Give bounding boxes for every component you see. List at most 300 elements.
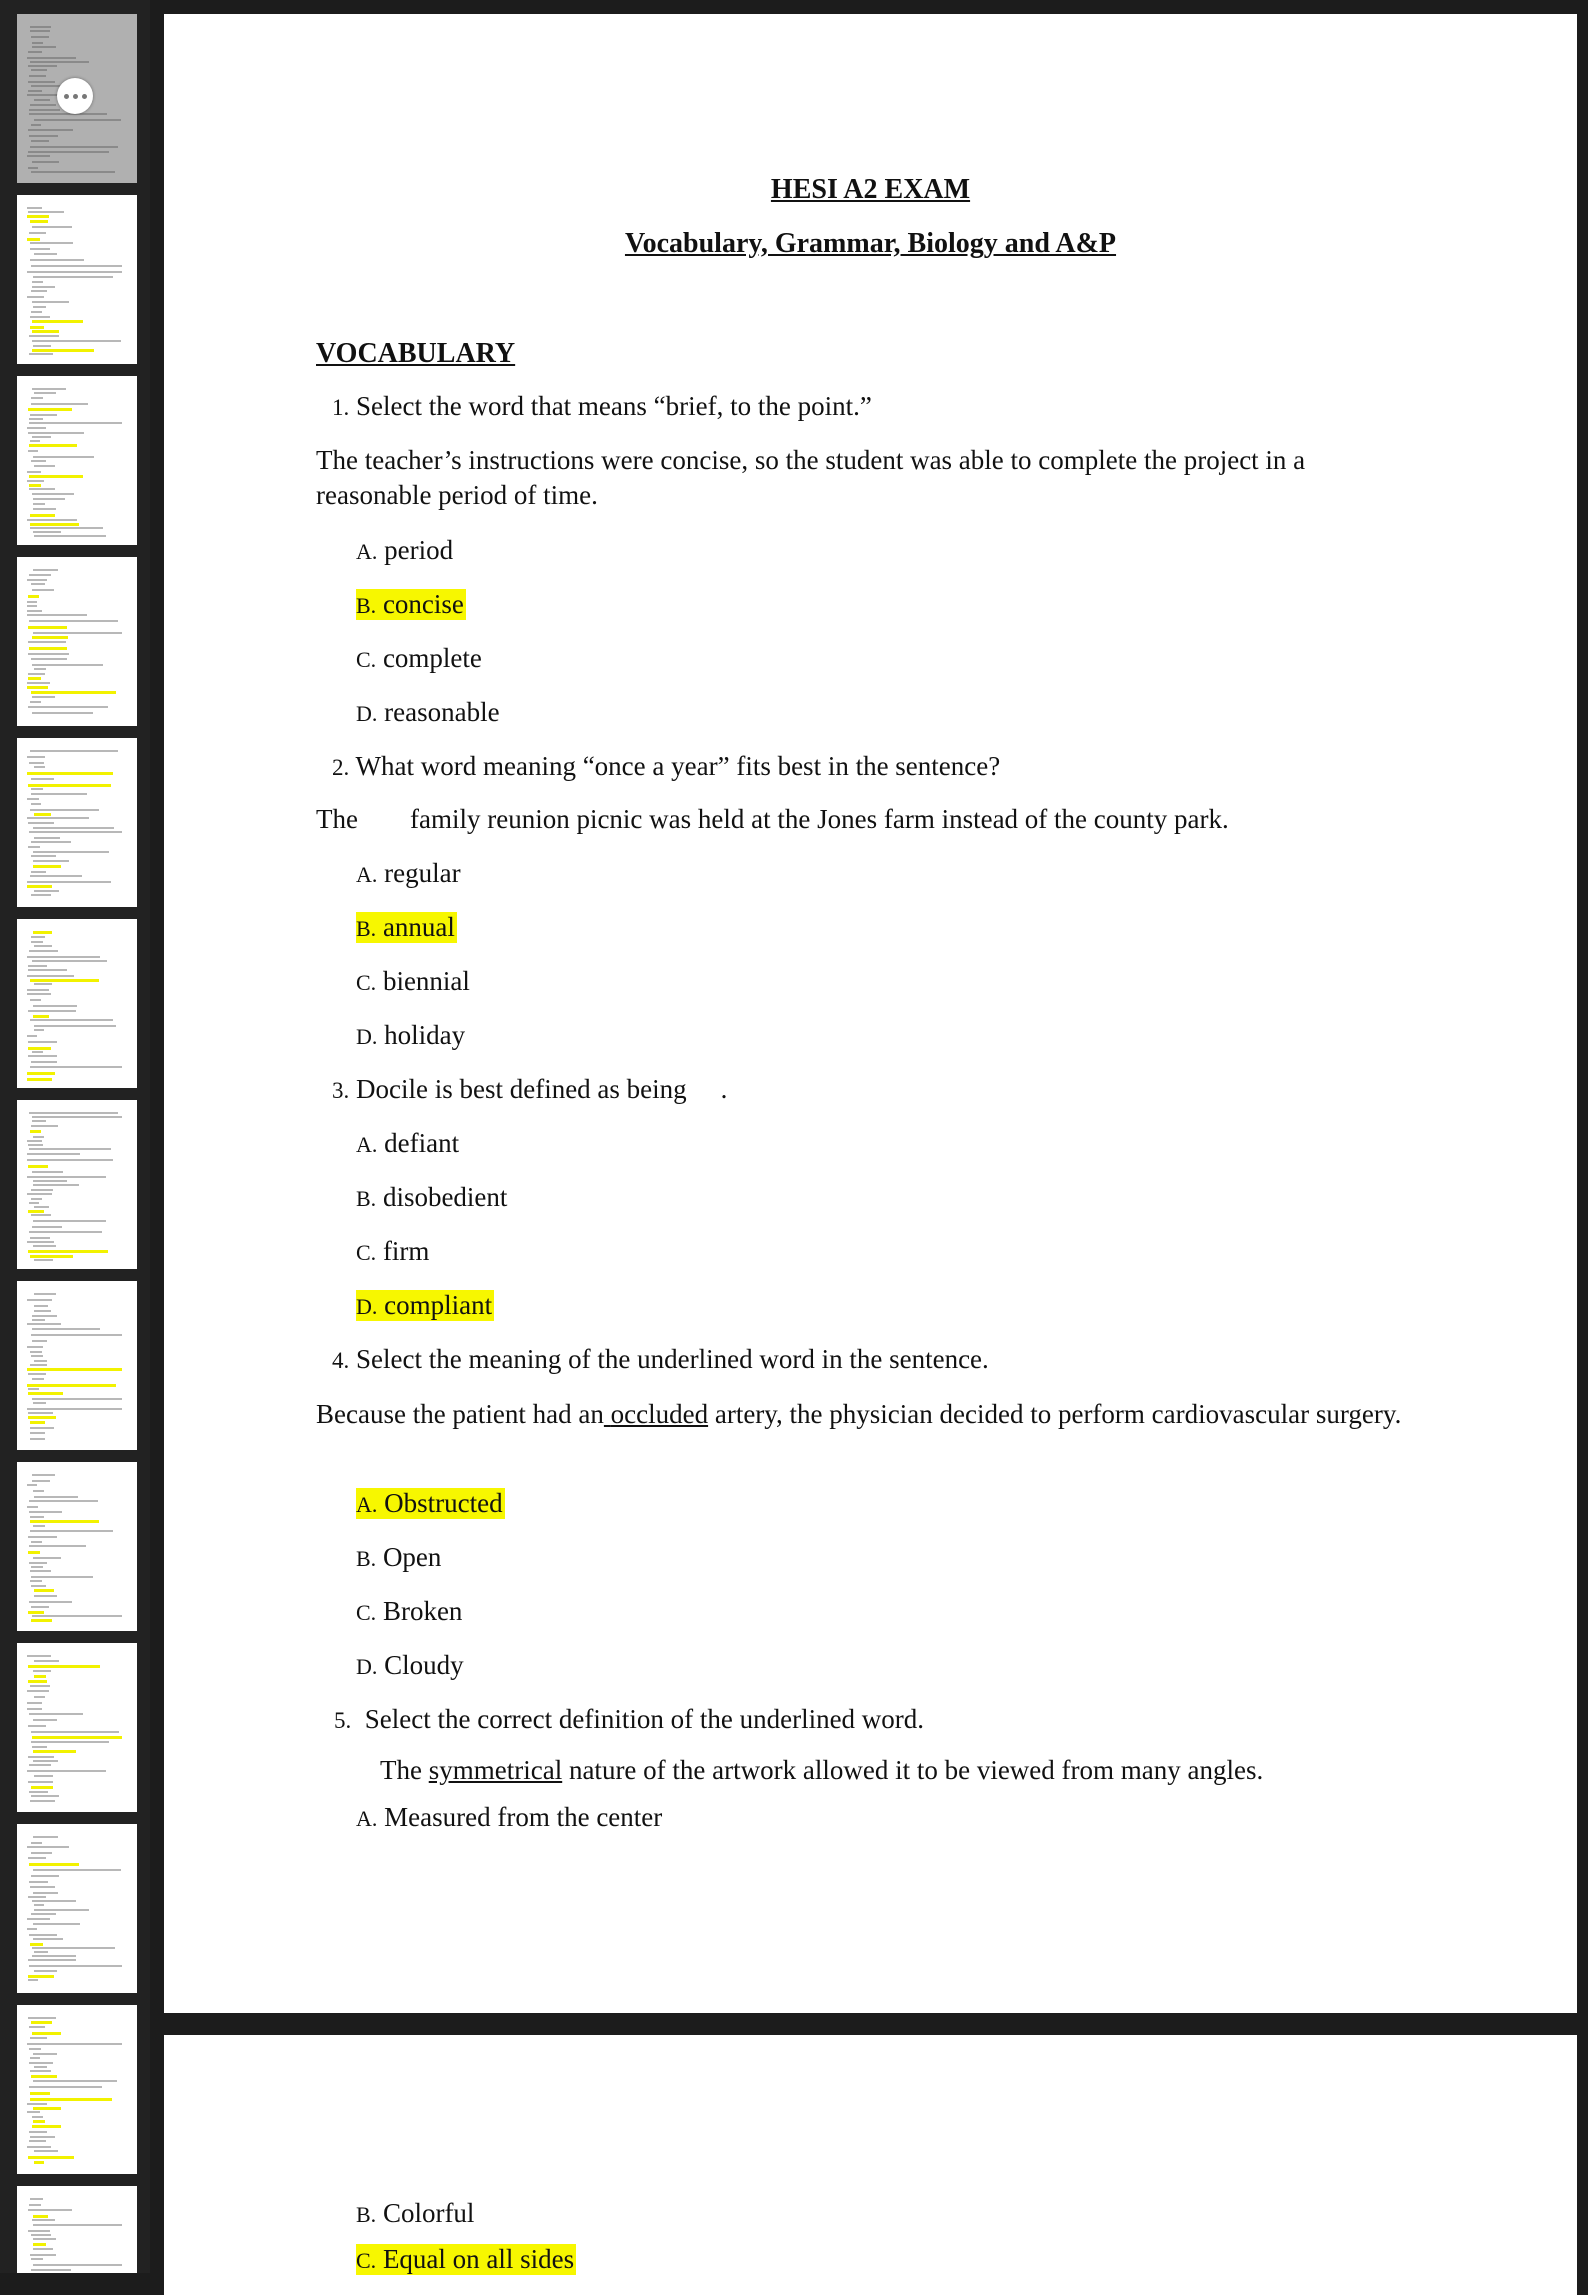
thumbnail-text-line xyxy=(28,1210,44,1213)
page-thumbnail-2[interactable] xyxy=(17,195,137,364)
thumbnail-text-line xyxy=(30,146,118,148)
thumbnail-text-line xyxy=(27,956,100,958)
thumbnail-text-line xyxy=(28,1551,40,1554)
thumbnail-text-line xyxy=(27,1140,42,1142)
thumbnail-text-line xyxy=(33,1184,79,1186)
answer-highlight: C. Equal on all sides xyxy=(356,2244,575,2274)
thumbnail-text-line xyxy=(33,306,46,308)
thumbnail-text-line xyxy=(30,523,79,526)
thumbnail-text-line xyxy=(33,1869,121,1871)
thumbnail-text-line xyxy=(28,626,67,629)
document-title: HESI A2 EXAM xyxy=(770,174,971,205)
thumbnail-text-line xyxy=(31,1875,59,1877)
thumbnail-text-line xyxy=(30,1530,113,1532)
thumbnail-text-line xyxy=(30,440,40,442)
thumbnail-text-line xyxy=(29,2204,41,2206)
thumbnail-text-line xyxy=(31,1786,53,1789)
thumbnail-text-line xyxy=(30,26,51,28)
thumbnail-text-line xyxy=(27,989,49,991)
thumbnail-text-line xyxy=(29,488,55,490)
thumbnail-text-line xyxy=(29,1112,118,1114)
thumbnail-text-line xyxy=(33,456,94,458)
question-2-option-a: A. regular xyxy=(356,858,461,888)
thumbnail-text-line xyxy=(32,589,54,591)
thumbnail-text-line xyxy=(33,2224,122,2226)
thumbnail-text-line xyxy=(34,119,121,121)
thumbnail-text-line xyxy=(29,2062,53,2064)
thumbnail-text-line xyxy=(28,641,66,643)
document-page-2 xyxy=(164,2035,1577,2295)
thumbnail-text-line xyxy=(27,1241,54,1243)
underlined-word: occluded xyxy=(610,1399,709,1429)
thumbnail-text-line xyxy=(27,1384,116,1387)
thumbnail-text-line xyxy=(32,2219,55,2221)
question-3-option-d xyxy=(356,1288,494,1324)
thumbnail-text-line xyxy=(33,2215,48,2218)
thumbnail-text-line xyxy=(28,1388,39,1390)
thumbnail-text-line xyxy=(27,519,77,521)
page-thumbnail-sidebar xyxy=(0,0,150,2273)
thumbnail-text-line xyxy=(27,1193,52,1195)
thumbnail-text-line xyxy=(32,664,103,666)
thumbnail-text-line xyxy=(33,1220,106,1222)
thumbnail-text-line xyxy=(33,827,114,829)
thumbnail-text-line xyxy=(27,427,46,429)
thumbnail-text-line xyxy=(30,248,50,250)
thumbnail-text-line xyxy=(30,1685,50,1687)
thumbnail-text-line xyxy=(33,2120,45,2123)
thumbnail-text-line xyxy=(32,46,56,48)
thumbnail-text-line xyxy=(34,1951,48,1953)
thumbnail-text-line xyxy=(30,2254,56,2256)
thumbnail-text-line xyxy=(29,1601,72,1603)
thumbnail-text-line xyxy=(32,712,93,714)
thumbnail-text-line xyxy=(29,2048,41,2050)
thumbnail-text-line xyxy=(28,129,73,131)
thumbnail-text-line xyxy=(29,444,77,447)
thumbnail-text-line xyxy=(28,2017,56,2019)
thumbnail-text-line xyxy=(31,397,43,399)
page-thumbnail-7[interactable] xyxy=(17,1100,137,1269)
question-2-option-d: D. holiday xyxy=(356,1020,466,1050)
thumbnail-text-line xyxy=(31,1852,52,1854)
thumbnail-text-line xyxy=(33,1402,46,1404)
thumbnail-text-line xyxy=(27,1368,122,1371)
answer-highlight: B. annual xyxy=(356,912,455,942)
thumbnail-text-line xyxy=(34,99,50,101)
thumbnail-text-line xyxy=(33,632,122,634)
thumbnail-text-line xyxy=(33,1180,67,1182)
page-thumbnail-8[interactable] xyxy=(17,1281,137,1450)
thumbnail-text-line xyxy=(28,1055,57,1057)
thumbnail-text-line xyxy=(31,290,47,292)
thumbnail-text-line xyxy=(33,276,113,278)
thumbnail-text-line xyxy=(29,1148,111,1150)
thumbnail-text-line xyxy=(31,460,46,462)
thumbnail-text-line xyxy=(30,1364,47,1366)
thumbnail-text-line xyxy=(32,286,55,288)
thumbnail-text-line xyxy=(27,1770,106,1772)
document-page-1 xyxy=(164,14,1577,2013)
thumbnail-text-line xyxy=(29,2086,102,2088)
thumbnail-text-line xyxy=(29,1500,98,1502)
page-thumbnail-3[interactable] xyxy=(17,376,137,545)
thumbnail-text-line xyxy=(32,320,83,323)
thumbnail-text-line xyxy=(28,969,67,971)
thumbnail-text-line xyxy=(31,841,71,843)
thumbnail-text-line xyxy=(33,2080,117,2082)
thumbnail-text-line xyxy=(32,1947,115,1949)
thumbnail-text-line xyxy=(33,1670,51,1672)
thumbnail-text-line xyxy=(32,1116,122,1118)
thumbnail-text-line xyxy=(32,2125,61,2128)
thumbnail-text-line xyxy=(29,475,83,478)
question-3-option-c: C. firm xyxy=(356,1236,430,1266)
question-5-prompt: 5. Select the correct definition of the underlined word. xyxy=(334,1704,925,1734)
thumbnail-text-line xyxy=(27,1159,113,1161)
thumbnail-text-line xyxy=(34,1259,53,1261)
thumbnail-text-line xyxy=(33,498,65,500)
thumbnail-text-line xyxy=(30,1427,54,1429)
thumbnail-text-line xyxy=(34,1970,57,1972)
thumbnail-text-line xyxy=(27,271,122,273)
thumbnail-text-line xyxy=(30,104,56,106)
thumbnail-text-line xyxy=(27,817,89,819)
thumbnail-text-line xyxy=(31,1198,42,1200)
thumbnail-text-line xyxy=(32,1051,43,1053)
question-1-sentence: The teacher’s instructions were concise, so the student was able to complete the project in a reasonable period of time. xyxy=(316,445,1306,510)
thumbnail-text-line xyxy=(27,682,50,684)
thumbnail-text-line xyxy=(32,1900,76,1902)
thumbnail-text-line xyxy=(27,601,37,603)
thumbnail-text-line xyxy=(32,1378,44,1380)
thumbnail-text-line xyxy=(28,965,47,967)
thumbnail-text-line xyxy=(33,1525,45,1527)
thumbnail-text-line xyxy=(34,1675,46,1678)
thumbnail-text-line xyxy=(27,1299,52,1301)
thumbnail-text-line xyxy=(30,1421,45,1424)
thumbnail-text-line xyxy=(28,1392,63,1395)
thumbnail-text-line xyxy=(31,1842,42,1844)
question-4-option-d: D. Cloudy xyxy=(356,1650,464,1680)
thumbnail-text-line xyxy=(32,161,59,163)
thumbnail-text-line xyxy=(34,668,46,670)
thumbnail-text-line xyxy=(30,1432,45,1434)
thumbnail-text-line xyxy=(33,2238,56,2240)
thumbnail-text-line xyxy=(34,2161,44,2164)
thumbnail-text-line xyxy=(32,1315,57,1317)
thumbnail-text-line xyxy=(27,798,39,800)
thumbnail-text-line xyxy=(27,215,49,218)
thumbnail-text-line xyxy=(33,1760,58,1762)
thumbnail-text-line xyxy=(28,706,108,708)
thumbnail-text-line xyxy=(29,232,46,234)
question-5-sentence: The symmetrical nature of the artwork allowed it to be viewed from many angles. xyxy=(380,1755,1264,1785)
thumbnail-text-line xyxy=(31,311,42,313)
thumbnail-text-line xyxy=(28,673,45,675)
thumbnail-text-line xyxy=(31,1541,42,1543)
thumbnail-text-line xyxy=(32,388,66,390)
thumbnail-text-line xyxy=(29,620,118,622)
thumbnail-text-line xyxy=(33,1015,49,1018)
thumbnail-text-line xyxy=(28,1416,56,1419)
thumbnail-text-line xyxy=(27,1323,61,1325)
thumbnail-text-line xyxy=(27,1655,51,1657)
page-thumbnail-13[interactable] xyxy=(17,2186,137,2273)
question-1-option-b xyxy=(356,587,466,623)
thumbnail-text-line xyxy=(34,813,51,816)
question-4-sentence: Because the patient had an occluded artery, the physician decided to perform cardiovascular surgery. xyxy=(316,1399,1402,1429)
thumbnail-text-line xyxy=(31,1125,58,1127)
thumbnail-text-line xyxy=(27,1346,43,1348)
thumbnail-text-line xyxy=(29,1545,86,1547)
thumbnail-text-line xyxy=(33,2248,53,2250)
thumbnail-text-line xyxy=(27,1918,50,1920)
thumbnail-text-line xyxy=(28,65,57,67)
thumbnail-text-line xyxy=(27,686,48,689)
thumbnail-text-line xyxy=(31,265,122,267)
more-dot xyxy=(64,94,69,99)
question-4-prompt: 4. Select the meaning of the underlined word in the sentence. xyxy=(332,1344,989,1374)
thumbnail-text-line xyxy=(33,1750,76,1753)
thumbnail-text-line xyxy=(34,1310,51,1312)
thumbnail-text-line xyxy=(31,871,46,873)
thumbnail-text-line xyxy=(29,1562,47,1564)
question-4-option-a xyxy=(356,1486,505,1522)
thumbnail-text-line xyxy=(29,1713,83,1715)
question-3-option-a: A. defiant xyxy=(356,1128,460,1158)
thumbnail-text-line xyxy=(32,349,94,352)
thumbnail-text-line xyxy=(27,1078,52,1081)
thumbnail-text-line xyxy=(31,788,43,790)
question-1-prompt: 1. Select the word that means “brief, to the point.” xyxy=(332,391,872,421)
thumbnail-text-line xyxy=(31,1795,59,1797)
question-2-option-b xyxy=(356,910,457,946)
thumbnail-text-line xyxy=(29,2131,47,2133)
thumbnail-text-line xyxy=(33,1923,80,1925)
thumbnail-text-line xyxy=(33,1836,58,1838)
thumbnail-text-line xyxy=(27,881,111,883)
thumbnail-text-line xyxy=(30,809,99,811)
thumbnail-text-line xyxy=(32,330,59,333)
thumbnail-text-line xyxy=(28,211,64,213)
thumbnail-text-line xyxy=(27,1708,42,1710)
thumbnail-text-line xyxy=(29,762,44,764)
thumbnail-text-line xyxy=(29,422,122,424)
thumbnail-text-line xyxy=(30,2037,47,2039)
thumbnail-text-line xyxy=(34,1696,45,1698)
page-thumbnail-1[interactable] xyxy=(17,14,137,183)
thumbnail-text-line xyxy=(27,993,51,995)
thumbnail-text-line xyxy=(32,2032,61,2035)
thumbnail-text-line xyxy=(29,1511,62,1513)
thumbnail-text-line xyxy=(31,1355,43,1357)
thumbnail-text-line xyxy=(34,465,55,467)
thumbnail-text-line xyxy=(30,2092,50,2095)
thumbnail-text-line xyxy=(31,1566,43,1568)
thumbnail-text-line xyxy=(34,2066,47,2068)
thumbnail-text-line xyxy=(34,1360,47,1362)
thumbnail-text-line xyxy=(31,936,45,938)
more-horizontal-icon[interactable] xyxy=(57,78,93,114)
thumbnail-text-line xyxy=(28,1896,46,1898)
thumbnail-text-line xyxy=(29,113,107,115)
thumbnail-text-line xyxy=(30,1886,55,1888)
thumbnail-text-line xyxy=(28,51,42,53)
thumbnail-text-line xyxy=(31,69,47,71)
thumbnail-text-line xyxy=(31,1606,49,1608)
thumbnail-text-line xyxy=(27,207,42,209)
thumbnail-text-line xyxy=(27,57,76,59)
thumbnail-text-line xyxy=(28,784,111,787)
thumbnail-text-line xyxy=(32,1319,45,1321)
thumbnail-text-line xyxy=(32,1340,47,1342)
thumbnail-text-line xyxy=(30,30,50,32)
thumbnail-text-line xyxy=(31,1576,93,1578)
question-1-option-c: C. complete xyxy=(356,643,482,673)
question-3-option-b: B. disobedient xyxy=(356,1182,508,1212)
thumbnail-text-line xyxy=(33,2107,61,2110)
thumbnail-text-line xyxy=(28,81,55,83)
thumbnail-text-line xyxy=(28,1725,46,1727)
thumbnail-text-line xyxy=(34,392,56,394)
thumbnail-text-line xyxy=(28,2230,50,2232)
thumbnail-text-line xyxy=(27,1506,38,1508)
thumbnail-text-line xyxy=(30,326,44,329)
thumbnail-text-line xyxy=(27,1072,55,1075)
thumbnail-text-line xyxy=(30,1019,113,1021)
page-thumbnail-4[interactable] xyxy=(17,557,137,726)
thumbnail-text-line xyxy=(31,1741,109,1743)
thumbnail-text-line xyxy=(31,2075,57,2078)
thumbnail-text-line xyxy=(33,860,69,862)
thumbnail-text-line xyxy=(29,75,46,77)
page-thumbnail-12[interactable] xyxy=(17,2005,137,2174)
thumbnail-text-line xyxy=(30,1800,55,1802)
thumbnail-text-line xyxy=(32,636,68,639)
thumbnail-text-line xyxy=(32,493,74,495)
more-dot xyxy=(82,94,87,99)
page-thumbnail-5[interactable] xyxy=(17,738,137,907)
thumbnail-text-line xyxy=(30,61,89,63)
thumbnail-text-line xyxy=(27,1408,122,1410)
thumbnail-text-line xyxy=(28,2156,74,2159)
thumbnail-text-line xyxy=(27,155,50,157)
thumbnail-text-line xyxy=(33,851,109,853)
thumbnail-text-line xyxy=(29,135,58,137)
thumbnail-text-line xyxy=(29,1791,48,1793)
thumbnail-text-line xyxy=(27,772,113,775)
thumbnail-text-line xyxy=(31,140,49,142)
thumbnail-text-line xyxy=(32,1226,62,1228)
thumbnail-text-line xyxy=(33,1938,63,1940)
thumbnail-text-line xyxy=(33,1892,58,1894)
thumbnail-text-line xyxy=(29,1764,51,1766)
thumbnail-text-line xyxy=(32,301,69,303)
thumbnail-text-line xyxy=(27,2146,51,2148)
thumbnail-text-line xyxy=(34,890,59,892)
thumbnail-text-line xyxy=(30,259,84,261)
thumbnail-text-line xyxy=(30,242,73,244)
page-thumbnail-6[interactable] xyxy=(17,919,137,1088)
thumbnail-text-line xyxy=(28,677,41,680)
thumbnail-text-line xyxy=(30,1516,44,1518)
thumbnail-text-line xyxy=(34,1305,48,1307)
thumbnail-text-line xyxy=(31,583,45,585)
thumbnail-text-line xyxy=(31,124,41,126)
question-2-option-c: C. biennial xyxy=(356,966,470,996)
thumbnail-text-line xyxy=(28,1536,57,1538)
thumbnail-text-line xyxy=(28,90,42,92)
thumbnail-text-line xyxy=(29,831,122,833)
thumbnail-text-line xyxy=(27,885,52,888)
page-thumbnail-11[interactable] xyxy=(17,1824,137,1993)
thumbnail-text-line xyxy=(30,220,48,223)
thumbnail-text-line xyxy=(34,1909,89,1911)
thumbnail-text-line xyxy=(31,1214,51,1216)
thumbnail-text-line xyxy=(28,1979,38,1981)
thumbnail-text-line xyxy=(32,1955,76,1957)
thumbnail-text-line xyxy=(30,1237,50,1239)
thumbnail-text-line xyxy=(32,2116,43,2118)
thumbnail-text-line xyxy=(30,875,82,877)
page-thumbnail-10[interactable] xyxy=(17,1643,137,1812)
thumbnail-text-line xyxy=(29,647,67,650)
thumbnail-text-line xyxy=(27,480,44,482)
thumbnail-text-line xyxy=(28,822,54,824)
thumbnail-text-line xyxy=(33,2053,57,2055)
thumbnail-text-line xyxy=(31,1619,52,1622)
question-4-option-c: C. Broken xyxy=(356,1596,463,1626)
answer-highlight: D. compliant xyxy=(356,1290,493,1320)
thumbnail-text-line xyxy=(34,766,45,768)
thumbnail-text-line xyxy=(30,527,103,529)
thumbnail-text-line xyxy=(29,109,60,111)
thumbnail-text-line xyxy=(30,2057,40,2059)
thumbnail-text-line xyxy=(28,1611,44,1614)
thumbnail-text-line xyxy=(33,931,52,934)
thumbnail-text-line xyxy=(31,793,87,795)
thumbnail-text-line xyxy=(29,1231,102,1233)
thumbnail-text-line xyxy=(32,1328,100,1330)
thumbnail-text-line xyxy=(29,418,43,420)
thumbnail-text-line xyxy=(28,450,38,452)
question-3-prompt: 3. Docile is best defined as being . xyxy=(332,1074,728,1104)
underlined-word: symmetrical xyxy=(428,1755,563,1785)
page-thumbnail-9[interactable] xyxy=(17,1462,137,1631)
thumbnail-text-line xyxy=(30,2070,51,2072)
thumbnail-text-line xyxy=(31,1913,56,1915)
answer-highlight: A. Obstructed xyxy=(356,1488,503,1518)
thumbnail-text-line xyxy=(31,403,88,405)
thumbnail-text-line xyxy=(34,535,106,537)
thumbnail-text-line xyxy=(29,950,58,952)
thumbnail-text-line xyxy=(29,353,53,355)
thumbnail-text-line xyxy=(32,696,55,698)
thumbnail-text-line xyxy=(30,1066,122,1068)
question-1-option-d: D. reasonable xyxy=(356,697,500,727)
thumbnail-text-line xyxy=(32,1736,122,1739)
thumbnail-text-line xyxy=(29,2140,46,2142)
thumbnail-text-line xyxy=(27,2043,122,2045)
thumbnail-text-line xyxy=(27,614,87,616)
question-1-option-a: A. period xyxy=(356,535,454,565)
thumbnail-text-line xyxy=(29,574,51,576)
thumbnail-text-line xyxy=(27,2111,40,2113)
thumbnail-text-line xyxy=(27,605,37,607)
thumbnail-text-line xyxy=(27,1484,37,1486)
thumbnail-text-line xyxy=(27,975,74,977)
